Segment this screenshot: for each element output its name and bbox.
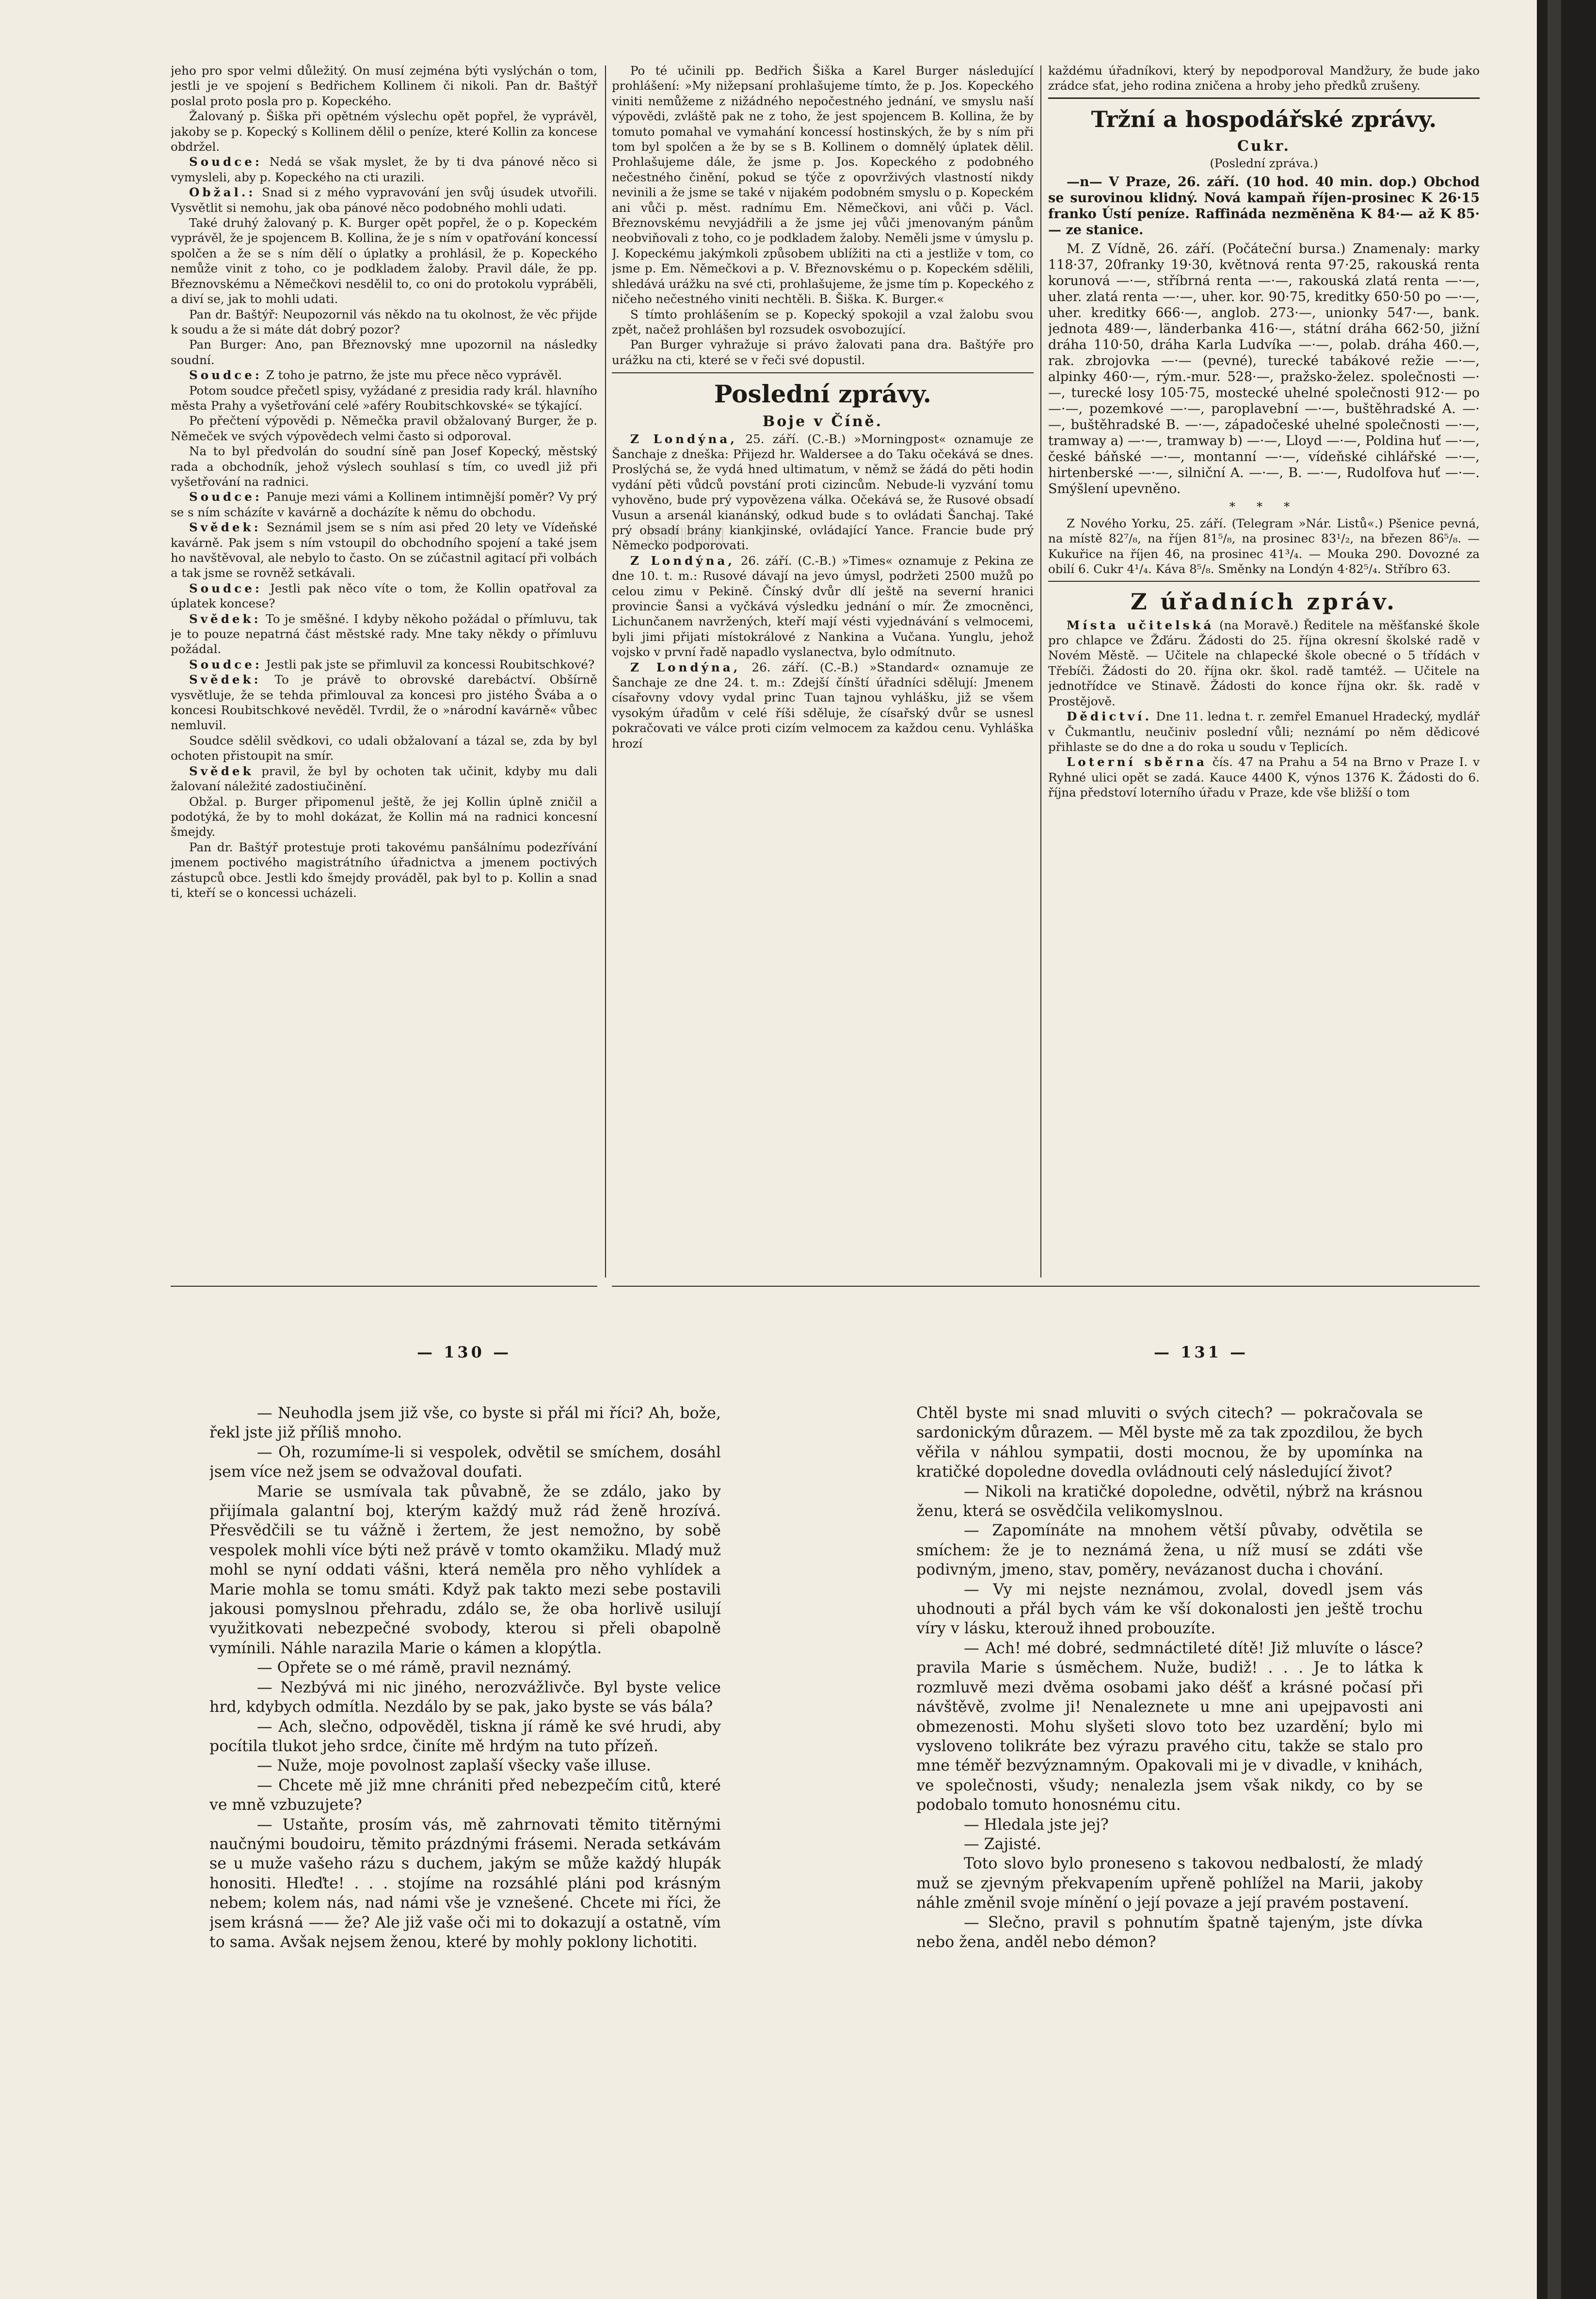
section-heading-latest-news: Poslední zprávy. — [714, 380, 932, 409]
paragraph-text: Jestli pak něco víte o tom, že Kollin opatřoval za úplatek koncese? — [171, 581, 597, 611]
page-bottom-rule — [171, 1286, 597, 1287]
novel-page-right — [916, 1404, 1423, 2160]
article-paragraph — [171, 413, 597, 444]
paragraph-text: — Opřete se o mé rámě, pravil neznámý. — [257, 1659, 572, 1677]
section-subheading: Cukr. — [1237, 137, 1291, 155]
paragraph-text: — Neuhodla jsem již vše, co byste si přál mi říci? Ah, bože, řekl jste již příliš mnoho. — [209, 1405, 721, 1442]
article-paragraph — [916, 1815, 1423, 1835]
paragraph-text: Soudce sdělil svědkovi, co udali obžalovaní a tázal se, zda by byl ochoten přistoupit na smír. — [171, 733, 597, 763]
paragraph-text: Dne 11. ledna t. r. zemřel Emanuel Hradecký, mydlář v Čukmantlu, neučiniv poslední vůli; neznámí po něm dědicové přihlaste se do dne a do roka u soudu v Teplicích. — [1048, 709, 1480, 754]
article-column-latest-news — [612, 63, 1034, 1280]
paragraph-text: — Zajisté. — [964, 1835, 1041, 1853]
article-paragraph — [209, 1776, 721, 1815]
paragraph-text: — Ustaňte, prosím vás, mě zahrnovati těmito titěrnými naučnými boudoiru, těmito prázdnými frásemi. Nerada setkávám se u muže vašeho rázu s duchem, jakým se může každý hlupák honositi. Hleďte! . . . stojíme na rozsáhlé pláni pod krásným nebem; kolem nás, nad námi vše je vznešené. Chcete mi říci, že jsem krásná —— že? Ale již vaše oči mi to dokazují a ostatně, vím to sama. Avšak nejsem ženou, které by mohly poklony lichotiti. — [209, 1816, 721, 1951]
article-paragraph — [612, 307, 1034, 337]
paragraph-lead: Soudce: — [189, 581, 262, 595]
article-paragraph — [171, 520, 597, 581]
article-paragraph — [209, 1756, 721, 1775]
paragraph-text: — Hledala jste jej? — [964, 1816, 1109, 1834]
column-divider — [605, 65, 606, 1277]
article-paragraph — [916, 1639, 1423, 1815]
article-paragraph — [171, 109, 597, 154]
article-paragraph — [171, 657, 597, 672]
paragraph-lead: Svědek: — [189, 520, 261, 535]
article-paragraph — [209, 1678, 721, 1717]
article-paragraph: každému úřadníkovi, který by nepodporoval Mandžury, že bude jako zrádce sťat, jeho rodina zničena a hroby jeho předků zrušeny. — [1048, 64, 1480, 93]
paragraph-text: Na to byl předvolán do soudní síně pan Josef Kopecký, městský rada a obchodník, jehož výslech souhlasí s tím, co uvedl již při vyšetřování na radnici. — [171, 444, 597, 489]
paragraph-text: Potom soudce přečetl spisy, vyžádané z presidia rady král. hlavního města Prahy a vyšetřování celé »aféry Roubitschkovské« se týkající. — [171, 383, 597, 413]
article-paragraph — [171, 154, 597, 185]
article-paragraph — [209, 1717, 721, 1756]
paragraph-text: — Ach, slečno, odpověděl, tiskna jí rámě ke své hrudi, aby pocítila tlukot jeho srdce, činíte mě hrdým na tuto přízeň. — [209, 1718, 721, 1755]
separator-stars: * * * — [1229, 499, 1299, 513]
paragraph-text: Marie se usmívala tak půvabně, že se zdálo, jako by přijímala galantní boj, kterým každý muž rád ženě hrozívá. Přesvědčili se tu vážně i žertem, že jest nemožno, by sobě vespolek mohli více býti než právě v tomto okamžiku. Mladý muž mohl se nyní oddati vášni, která neměla pro něho vyhlídek a Marie mohla se tomu smáti. Když pak takto mezi sebe postavili jakousi pomyslnou přehradu, zdálo se, že oba horlivě usilují využitkovati nebezpečné svobody, kterou si přeli obapolně vymínili. Náhle narazila Marie o kámen a klopýtla. — [209, 1483, 721, 1657]
paragraph-lead: Z Londýna, — [630, 431, 737, 446]
article-paragraph — [171, 337, 597, 367]
paragraph-text: pravil, že byl by ochoten tak učinit, kdyby mu dali žalovaní náležité zadostiučinění. — [171, 764, 597, 794]
paragraph-text: To je právě to obrovské darebáctví. Obšírně vysvětluje, že se tehda přimlouval za koncesi pro jistého Švába a o koncesi Roubitschkové nevěděl. Tvrdil, že o »národní kavárně« vůbec nemluvil. — [171, 672, 597, 733]
paragraph-text: Seznámil jsem se s ním asi před 20 lety ve Vídeňské kavárně. Pak jsem s ním vstoupil do obchodního spojení a také jsem ho navštěvoval, ale nebylo to často. On se zúčastnil agitací při volbách a tak jsme se rovněž setkávali. — [171, 520, 597, 580]
paragraph-text: Také druhý žalovaný p. K. Burger opět popřel, že o p. Kopeckém vyprávěl, že je spojencem B. Kollina, že je s ním v opatřování koncessí spolčen a že se s ním dělí o úplatky a prohlásil, že p. Kopeckého nemůže vinit z toho, co je podkladem žaloby. Pravil dále, že pp. Březnovskému a Němečkovi nesdělil to, co oni do protokolu vypráběli, a diví se, jak to mohli udati. — [171, 216, 597, 306]
article-paragraph — [612, 63, 1034, 307]
paragraph-lead: Svědek: — [189, 672, 261, 687]
paragraph-lead: Soudce: — [189, 657, 262, 671]
paragraph-text: 26. září. (C.-B.) »Standard« oznamuje ze Šanchaje ze dne 24. t. m.: Zdejší čínští úřadníci sdělují: Jmenem císařovny vdovy vydal princ Tuan tajnou vyhlášku, již se všem vysokým úřadům v celé říši sděluje, že císařský dvůr se usnesl pokračovati ve válce proti cizím velmocem za každou cenu. Vyhláška hrozí — [612, 660, 1034, 750]
paragraph-text: Jestli pak jste se přimluvil za koncessi Roubitschkové? — [262, 657, 595, 671]
article-paragraph — [209, 1482, 721, 1659]
paragraph-lead: Svědek: — [189, 611, 261, 626]
paragraph-text: Po té učinili pp. Bedřich Šiška a Karel Burger následující prohlášení: »My nižepsaní prohlašujeme tímto, že p. Jos. Kopeckého viniti nemůžeme z nižádného nepočestného jednání, ve smyslu naší výpovědi, zvláště pak ne z toho, že jest spojencem B. Kollina, že by tomuto pomahal ve vymahání koncessí hostinských, že by s ním při tom byl spolčen a že by se s B. Kollinem o domnělý úplatek dělil. Prohlašujeme dále, že jsme p. Jos. Kopeckého z podobného nečestného činění, pokud se týče z opovrživých vlastností nikdy nevinili a že jsme se také v nijakém podobném smyslu o p. Kopeckém ani vůči p. měst. radnímu Em. Němečkovi, ani vůči p. Václ. Březnovskému nevyjádřili a že jsme jej vůči jmenovaným pánům neobviňovali z toho, co je podkladem žaloby. Neměli jsme v úmyslu p. J. Kopeckému jakýmkoli způsobem ublížiti na cti a jestliže v tom, co jsme p. Em. Němečkovi a p. V. Březnovskému o p. Kopeckém sdělili, shledává urážku na své cti, prohlašujeme, že jsme tím p. Kopeckého z ničeho nečestného viniti nechtěli. B. Šiška. K. Burger.« — [612, 64, 1034, 306]
paragraph-text: S tímto prohlášením se p. Kopecký spokojil a vzal žalobu svou zpět, načež prohlášen byl rozsudek osvobozující. — [612, 307, 1034, 336]
article-paragraph — [916, 1404, 1423, 1482]
article-paragraph — [171, 444, 597, 489]
paragraph-lead: Dědictví. — [1067, 709, 1152, 724]
paragraph-text: Obžal. p. Burger připomenul ještě, že jej Kollin úplně zničil a podotýká, že by to mohl dokázat, že Kollin má na radnici koncesní šmejdy. — [171, 794, 597, 839]
paragraph-text: Nedá se však myslet, že by ti dva pánové něco si vymysleli, aby p. Kopeckého na cti urazili. — [171, 155, 597, 184]
article-paragraph — [916, 1580, 1423, 1639]
page-number-right: — 131 — — [1154, 1343, 1249, 1361]
paragraph-text: Pan Burger vyhražuje si právo žalovati pana dra. Baštýře pro urážku na cti, které se v řeči své dopustil. — [612, 337, 1034, 367]
paragraph-lead: Z Londýna, — [630, 660, 741, 674]
paragraph-text: — Ach! mé dobré, sedmnáctileté dítě! Již mluvíte o lásce? pravila Marie s úsměchem. Nuže, budiž! . . . Je to látka k rozmluvě mezi dvěma osobami jako déšť a krásné počasí při návštěvě, zvolme ji! Nenaleznete u mne ani upejpavosti ani obmezenosti. Mohu slyšeti slovo toto bez uzardění; bylo mi vysloveno tolikráte bez výrazu pravého citu, takže se stalo pro mne téměř bezvýznamným. Opakovali mi je v divadle, v knihách, ve společnosti, všudy; nenalezla jsem však nikdy, co by se podobalo tomuto honosnému citu. — [916, 1639, 1423, 1814]
ink-smudge — [647, 527, 725, 545]
paragraph-text: — Vy mi nejste neznámou, zvolal, dovedl jsem vás uhodnouti a přál bych vám ke vší dokonalosti jen ještě trochu víry v lásku, kterouž ihned probouzíte. — [916, 1581, 1423, 1638]
article-paragraph — [171, 383, 597, 414]
paragraph-text: To je směšné. I kdyby někoho požádal o přímluvu, tak je to pouze nepatrná část městské rady. Mne taky někdy o přímluvu požádal. — [171, 611, 597, 656]
section-rule — [612, 372, 1034, 373]
paragraph-lead: Místa učitelská — [1067, 618, 1214, 632]
paragraph-text: — Nikoli na kratičké dopoledne, odvětil, nýbrž na krásnou ženu, která se osvědčila velikomyslnou. — [916, 1483, 1423, 1520]
article-paragraph — [1048, 709, 1480, 754]
article-paragraph — [171, 581, 597, 611]
column-divider — [1040, 65, 1041, 1277]
article-paragraph — [612, 337, 1034, 367]
article-paragraph — [171, 215, 597, 306]
paragraph-text: Z toho je patrno, že jste mu přece něco vyprávěl. — [262, 368, 562, 383]
paragraph-text: Pan dr. Baštýř: Neupozornil vás někdo na tu okolnost, že věc přijde k soudu a že si máte dát dobrý pozor? — [171, 307, 597, 336]
section-rule — [1048, 97, 1480, 99]
paragraph-lead: Soudce: — [189, 155, 262, 169]
paragraph-text: — Zapomínáte na mnohem větší půvaby, odvětila se smíchem: že je to neznámá žena, u níž musí se zdáti vše podivným, jmeno, stav, poměry, nevázanost ducha i chování. — [916, 1522, 1423, 1579]
paragraph-lead: Svědek — [189, 764, 254, 778]
paragraph-text: Po přečtení výpovědi p. Němečka pravil obžalovaný Burger, že p. Němeček ve svých výpovědech velmi často si odporoval. — [171, 414, 597, 443]
article-paragraph — [209, 1404, 721, 1443]
article-paragraph — [171, 733, 597, 764]
article-column-market-news — [1048, 63, 1480, 1280]
paragraph-lead: Loterní sběrna — [1067, 755, 1207, 769]
paragraph-text: — Oh, rozumíme-li si vespolek, odvětil se smíchem, dosáhl jsem více než jsem se odvažoval doufati. — [209, 1443, 721, 1481]
section-subheading: Boje v Číně. — [762, 413, 883, 431]
section-heading-official: Z úřadních zpráv. — [1130, 588, 1398, 615]
article-paragraph — [916, 1835, 1423, 1854]
article-paragraph — [171, 764, 597, 794]
paragraph-text: 26. září. (C.-B.) »Times« oznamuje z Pekina ze dne 10. t. m.: Rusové dávají na jevo úmysl, podržeti 2500 mužů po celou zimu v Pekině. Čínský dvůr dlí ještě na severní hranici provincie Šansi a vyčkává výsledku jednání o mír. Že zmocněnci, Lichunčanem navržených, kteří mají vésti vyjednávání s velmocemi, byli jimi přijati místokrálové z Nankina a Vučana. Yunglu, jehož vojsko v první řadě napadlo vyslanectva, bylo odmítnuto. — [612, 553, 1034, 659]
paragraph-text: 25. září. (C.-B.) »Morningpost« oznamuje ze Šanchaje z dneška: Přijezd hr. Waldersee a do Taku očekává se dnes. Proslýchá se, že vydá hned ultimatum, v němž se žádá do pěti hodin vydání pěti vůdců povstání proti cizincům. Nebude-li vyzvání tomu vyhověno, bude prý vypovězena válka. Očekává se, že Rusové obsadí Vusun a arsenál kianánský, odkud bude s to ovládati Šanchaj. Také prý obsadí brány kiankjinské, ovládající Yance. Francie bude prý Německo podporovati. — [612, 431, 1034, 553]
section-rule — [1048, 581, 1480, 582]
article-paragraph — [209, 1658, 721, 1677]
paragraph-lead: Soudce: — [189, 490, 262, 504]
paragraph-text: Panuje mezi vámi a Kollinem intimnější poměr? Vy prý se s ním scházíte v kavárně a docházíte k němu do obchodu. — [171, 490, 597, 519]
article-paragraph — [916, 1854, 1423, 1913]
paragraph-text: Chtěl byste mi snad mluviti o svých citech? — pokračovala se sardonickým důrazem. — Měl byste mě za tak zpozdilou, že bych věřila v náhlou sympatii, dosti mocnou, že by upomínka na kratičké dopoledne dovedla ovládnouti celý následující život? — [916, 1405, 1423, 1481]
paragraph-text: — Nuže, moje povolnost zaplaší všecky vaše illuse. — [257, 1757, 651, 1775]
section-note: (Poslední zpráva.) — [1210, 156, 1318, 171]
paragraph-lead: Z Londýna, — [630, 553, 735, 568]
article-paragraph — [171, 367, 597, 383]
paragraph-text: Pan Burger: Ano, pan Březnovský mne upozornil na následky soudní. — [171, 337, 597, 367]
section-heading-market: Tržní a hospodářské zprávy. — [1091, 106, 1437, 132]
article-paragraph — [209, 1815, 721, 1952]
paragraph-text: Snad si z mého vypravování jen svůj úsudek utvořili. Vysvětlit si nemohu, jak oba pánové něco podobného mohli udati. — [171, 185, 597, 215]
paragraph-text: Pan dr. Baštýř protestuje proti takovému panšálnímu podezřívání jmenem poctivého magistrátního úřadnictva a jmenem poctivých zástupců obce. Jestli kdo šmejdy prováděl, pak byl to p. Kollin a snad ti, kteří se o koncessi ucházeli. — [171, 840, 597, 900]
market-report-newyork: Z Nového Yorku, 25. září. (Telegram »Nár. Listů«.) Pšenice pevná, na místě 82⁷/₈, na říjen 81⁵/₈, na prosinec 83¹/₂, na březen 86⁵/₈. — Kukuřice na říjen 46, na prosinec 41³/₄. — Mouka 290. Dovozné za obilí 6. Cukr 4¹/₄. Káva 8⁵/₈. Směnky na Londýn 4·82⁵/₄. Stříbro 63. — [1048, 516, 1480, 576]
novel-page-left — [209, 1404, 721, 2160]
page-bottom-rule — [612, 1286, 1480, 1287]
article-paragraph — [612, 660, 1034, 751]
article-paragraph — [171, 489, 597, 520]
paragraph-text: — Chcete mě již mne chrániti před nebezpečím citů, které ve mně vzbuzujete? — [209, 1776, 721, 1814]
article-paragraph — [916, 1913, 1423, 1952]
article-paragraph — [916, 1482, 1423, 1521]
paragraph-text: jeho pro spor velmi důležitý. On musí zejména býti vyslýchán o tom, jestli je ve spojení s Bedřichem Kollinem či nikoli. Pan dr. Baštýř poslal proto posla pro p. Kopeckého. — [171, 64, 597, 108]
article-paragraph — [209, 1443, 721, 1482]
article-paragraph — [612, 553, 1034, 660]
article-paragraph — [171, 672, 597, 733]
paragraph-lead: Obžal.: — [189, 185, 256, 200]
article-paragraph — [1048, 754, 1480, 800]
article-paragraph — [916, 1521, 1423, 1580]
paragraph-text: — Slečno, pravil s pohnutím špatně tajeným, jste dívka nebo žena, anděl nebo démon? — [916, 1914, 1423, 1951]
article-paragraph — [1048, 618, 1480, 709]
market-report-sugar: —n— V Praze, 26. září. (10 hod. 40 min. dop.) Obchod se surovinou klidný. Nová kampaň říjen-prosinec K 26·15 franko Ústí peníze. Raffináda nezměněna K 84·— až K 85·— ze stanice. — [1048, 174, 1480, 238]
market-report-vienna: M. Z Vídně, 26. září. (Počáteční bursa.) Znamenaly: marky 118·37, 20franky 19·30, květnová renta 97·25, rakouská renta korunová —·—, stříbrná renta —·—, rakouská zlatá renta —·—, uher. zlatá renta —·—, uher. kor. 90·75, kreditky 650·50 po —·—, uher. kreditky 666·—, anglob. 273·—, unionky 547·—, bank. jednota 489·—, länderbanka 416·—, státní dráha 662·50, jižní dráha 110·50, dráha Karla Ludvíka —·—, polab. dráha 460.—, rak. zbrojovka —·— (pevné), turecké tabákové režie —·—, alpinky 460·—, rým.-mur. 528·—, pražsko-želez. společnosti —·—, turecké losy 105·75, mostecké uhelné společnosti 912·— po —·—, pozemkové —·—, paroplavební —·—, buštěhradské A. —·—, buštěhradské B. —·—, západočeské uhelné společnosti —·—, tramway a) —·—, tramway b) —·—, Lloyd —·—, Poldina huť —·—, české báňské —·—, montanní —·—, vídeňské cihlářské —·—, hirtenberské —·—, silniční A. —·—, B. —·—, Rudolfova huť —·—. Smýšlení upevněno. — [1048, 241, 1480, 496]
binding-edge — [1537, 0, 1596, 2299]
paragraph-text: čís. 47 na Prahu a 54 na Brno v Praze I. v Ryhné ulici opět se zadá. Kauce 4400 K, výnos 1376 K. Žádosti do 6. října předstoví loterního úřadu v Praze, kde vše bližší o tom — [1048, 755, 1480, 800]
article-paragraph — [171, 63, 597, 109]
paragraph-lead: Soudce: — [189, 368, 262, 383]
article-paragraph — [171, 794, 597, 840]
article-column-court-report — [171, 63, 597, 1280]
paragraph-text: — Nezbývá mi nic jiného, nerozvážlivče. Byl byste velice hrd, kdybych odmítla. Nezdálo by se pak, jako byste se vás bála? — [209, 1678, 721, 1716]
paragraph-text: Toto slovo bylo proneseno s takovou nedbalostí, že mladý muž se zjevným překvapením upřeně pohlížel na Marii, jakoby náhle změnil svoje mínění o její povaze a její pravém postavení. — [916, 1855, 1423, 1912]
article-paragraph — [171, 185, 597, 215]
page-number-left: — 130 — — [417, 1343, 512, 1361]
paragraph-text: Žalovaný p. Šiška při opětném výslechu opět popřel, že vyprávěl, jakoby se p. Kopecký s Kollinem dělil o peníze, které Kollin za koncese obdržel. — [171, 109, 597, 154]
article-paragraph — [171, 611, 597, 657]
article-paragraph — [171, 307, 597, 337]
paragraph-text: (na Moravě.) Ředitele na měšťanské škole pro chlapce ve Žďáru. Žádosti do 25. října okresní školské radě v Novém Městě. — Učitele na chlapecké škole obecné o 5 třídách v Třebíči. Žádosti do 20. října okr. škol. radě tamtéž. — Učitele na jednotřídce ve Stinavě. Žádosti do konce října okr. šk. radě v Prostějově. — [1048, 618, 1480, 708]
article-paragraph — [171, 840, 597, 901]
